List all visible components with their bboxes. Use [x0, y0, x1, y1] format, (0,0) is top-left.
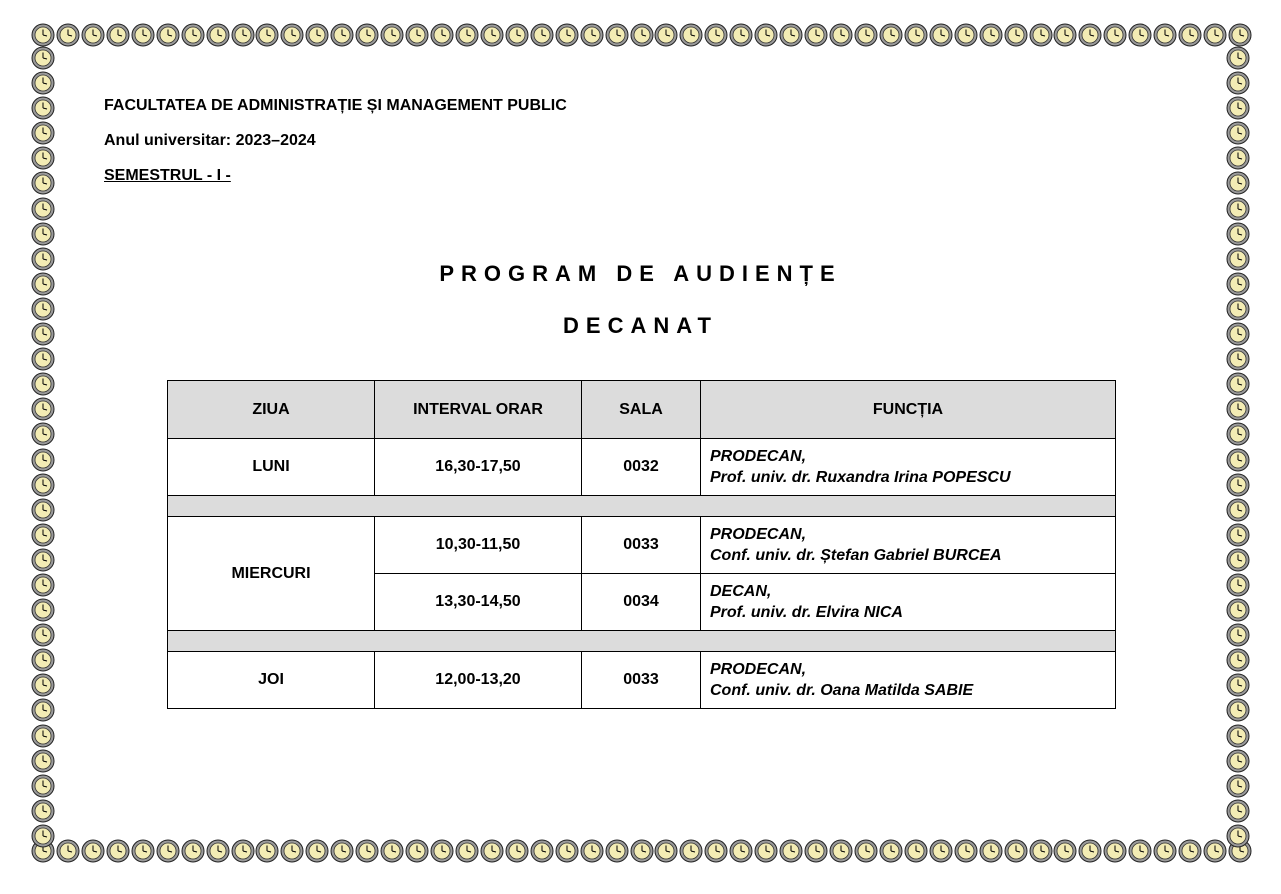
function-cell	[701, 517, 1116, 574]
interval-cell: 13,30-14,50	[375, 574, 582, 631]
clock-icon	[555, 839, 579, 863]
clock-icon	[1226, 121, 1250, 145]
clock-icon	[131, 839, 155, 863]
clock-icon	[1226, 523, 1250, 547]
clock-icon	[1226, 222, 1250, 246]
clock-icon	[280, 839, 304, 863]
clock-icon	[31, 523, 55, 547]
clock-icon	[31, 548, 55, 572]
academic-year: Anul universitar: 2023–2024	[104, 132, 316, 149]
day-cell: MIERCURI	[168, 517, 375, 631]
clock-icon	[1053, 839, 1077, 863]
clock-icon	[829, 23, 853, 47]
clock-icon	[31, 673, 55, 697]
clock-icon	[1103, 23, 1127, 47]
clock-icon	[1226, 197, 1250, 221]
clock-icon	[31, 698, 55, 722]
clock-icon	[1153, 23, 1177, 47]
clock-icon	[31, 724, 55, 748]
clock-icon	[1053, 23, 1077, 47]
clock-icon	[31, 749, 55, 773]
clock-icon	[804, 839, 828, 863]
separator-row	[168, 631, 1116, 652]
clock-border-left	[31, 46, 55, 848]
room-cell: 0033	[582, 517, 701, 574]
clock-icon	[754, 839, 778, 863]
clock-icon	[106, 23, 130, 47]
clock-icon	[1078, 23, 1102, 47]
role-text: PRODECAN,	[710, 526, 807, 543]
clock-icon	[31, 473, 55, 497]
clock-icon	[56, 839, 80, 863]
clock-icon	[405, 839, 429, 863]
clock-icon	[729, 839, 753, 863]
clock-icon	[1228, 23, 1252, 47]
clock-icon	[330, 23, 354, 47]
clock-icon	[505, 839, 529, 863]
clock-icon	[1029, 23, 1053, 47]
clock-icon	[804, 23, 828, 47]
clock-icon	[305, 23, 329, 47]
interval-cell: 10,30-11,50	[375, 517, 582, 574]
person-text: Conf. univ. dr. Oana Matilda SABIE	[710, 682, 974, 699]
clock-icon	[704, 839, 728, 863]
separator-row	[168, 496, 1116, 517]
clock-icon	[904, 23, 928, 47]
clock-icon	[81, 23, 105, 47]
clock-icon	[1226, 648, 1250, 672]
clock-icon	[580, 23, 604, 47]
separator-cell	[168, 631, 1116, 652]
clock-icon	[106, 839, 130, 863]
clock-icon	[455, 839, 479, 863]
clock-icon	[754, 23, 778, 47]
function-cell	[701, 439, 1116, 496]
role-text: PRODECAN,	[710, 661, 807, 678]
clock-icon	[31, 347, 55, 371]
clock-icon	[1226, 724, 1250, 748]
separator-cell	[168, 496, 1116, 517]
clock-icon	[255, 23, 279, 47]
clock-icon	[854, 23, 878, 47]
clock-icon	[31, 498, 55, 522]
clock-icon	[31, 96, 55, 120]
clock-icon	[1226, 46, 1250, 70]
clock-icon	[630, 23, 654, 47]
clock-icon	[1029, 839, 1053, 863]
clock-icon	[580, 839, 604, 863]
clock-icon	[954, 23, 978, 47]
clock-icon	[31, 171, 55, 195]
clock-icon	[704, 23, 728, 47]
table-row	[168, 439, 1116, 496]
person-text: Prof. univ. dr. Elvira NICA	[710, 604, 903, 621]
clock-icon	[605, 839, 629, 863]
clock-icon	[555, 23, 579, 47]
clock-icon	[380, 23, 404, 47]
clock-icon	[31, 824, 55, 848]
table-row	[168, 652, 1116, 709]
room-cell: 0032	[582, 439, 701, 496]
clock-icon	[929, 839, 953, 863]
clock-icon	[31, 422, 55, 446]
clock-icon	[380, 839, 404, 863]
clock-icon	[654, 839, 678, 863]
clock-icon	[405, 23, 429, 47]
table-row	[168, 517, 1116, 574]
clock-icon	[1226, 824, 1250, 848]
clock-icon	[31, 46, 55, 70]
clock-border-bottom	[31, 839, 1252, 863]
semester-label: SEMESTRUL - I -	[104, 167, 231, 184]
clock-icon	[1203, 23, 1227, 47]
clock-icon	[31, 146, 55, 170]
clock-icon	[181, 839, 205, 863]
clock-icon	[206, 839, 230, 863]
clock-icon	[156, 23, 180, 47]
clock-icon	[31, 573, 55, 597]
clock-icon	[206, 23, 230, 47]
clock-icon	[1226, 749, 1250, 773]
clock-icon	[779, 23, 803, 47]
interval-cell: 16,30-17,50	[375, 439, 582, 496]
clock-icon	[31, 372, 55, 396]
clock-icon	[480, 839, 504, 863]
clock-icon	[729, 23, 753, 47]
clock-icon	[1078, 839, 1102, 863]
person-text: Prof. univ. dr. Ruxandra Irina POPESCU	[710, 469, 1011, 486]
clock-icon	[305, 839, 329, 863]
clock-icon	[31, 774, 55, 798]
clock-icon	[355, 839, 379, 863]
clock-icon	[430, 23, 454, 47]
clock-icon	[1226, 448, 1250, 472]
clock-icon	[31, 197, 55, 221]
clock-icon	[31, 71, 55, 95]
clock-icon	[879, 23, 903, 47]
clock-icon	[1178, 23, 1202, 47]
clock-icon	[480, 23, 504, 47]
clock-icon	[1226, 347, 1250, 371]
col-header-room: SALA	[582, 381, 701, 439]
clock-icon	[1226, 673, 1250, 697]
clock-icon	[654, 23, 678, 47]
clock-icon	[1226, 422, 1250, 446]
clock-icon	[1226, 397, 1250, 421]
clock-icon	[929, 23, 953, 47]
clock-icon	[31, 648, 55, 672]
clock-icon	[1226, 473, 1250, 497]
clock-icon	[131, 23, 155, 47]
clock-icon	[1178, 839, 1202, 863]
clock-icon	[829, 839, 853, 863]
clock-icon	[979, 23, 1003, 47]
clock-icon	[280, 23, 304, 47]
clock-icon	[1226, 598, 1250, 622]
clock-icon	[31, 121, 55, 145]
clock-icon	[330, 839, 354, 863]
clock-icon	[31, 598, 55, 622]
clock-icon	[1153, 839, 1177, 863]
clock-border-right	[1226, 46, 1250, 848]
clock-icon	[1226, 71, 1250, 95]
clock-icon	[455, 23, 479, 47]
function-cell	[701, 652, 1116, 709]
clock-icon	[1226, 96, 1250, 120]
page-title: PROGRAM DE AUDIENȚE	[439, 261, 842, 286]
clock-icon	[1226, 548, 1250, 572]
clock-icon	[31, 397, 55, 421]
person-text: Conf. univ. dr. Ștefan Gabriel BURCEA	[710, 547, 1002, 564]
clock-icon	[630, 839, 654, 863]
clock-icon	[255, 839, 279, 863]
clock-icon	[530, 23, 554, 47]
clock-icon	[355, 23, 379, 47]
clock-icon	[31, 799, 55, 823]
clock-icon	[879, 839, 903, 863]
clock-icon	[1226, 698, 1250, 722]
clock-icon	[1226, 774, 1250, 798]
clock-icon	[1128, 839, 1152, 863]
page-subtitle: DECANAT	[563, 313, 718, 338]
clock-icon	[1226, 146, 1250, 170]
role-text: PRODECAN,	[710, 448, 807, 465]
col-header-interval: INTERVAL ORAR	[375, 381, 582, 439]
clock-icon	[1226, 498, 1250, 522]
clock-icon	[31, 23, 55, 47]
clock-icon	[1226, 623, 1250, 647]
interval-cell: 12,00-13,20	[375, 652, 582, 709]
clock-icon	[1226, 171, 1250, 195]
day-cell: JOI	[168, 652, 375, 709]
clock-icon	[605, 23, 629, 47]
function-cell	[701, 574, 1116, 631]
clock-icon	[1004, 23, 1028, 47]
clock-icon	[1103, 839, 1127, 863]
clock-icon	[854, 839, 878, 863]
clock-icon	[1128, 23, 1152, 47]
room-cell: 0033	[582, 652, 701, 709]
clock-icon	[679, 23, 703, 47]
clock-icon	[1226, 573, 1250, 597]
table-header-row	[168, 381, 1116, 439]
clock-icon	[430, 839, 454, 863]
clock-icon	[505, 23, 529, 47]
clock-border-top	[31, 23, 1252, 47]
col-header-day: ZIUA	[168, 381, 375, 439]
clock-icon	[1226, 799, 1250, 823]
clock-icon	[31, 623, 55, 647]
clock-icon	[1004, 839, 1028, 863]
clock-icon	[1226, 372, 1250, 396]
clock-icon	[81, 839, 105, 863]
clock-icon	[904, 839, 928, 863]
clock-icon	[954, 839, 978, 863]
clock-icon	[231, 23, 255, 47]
clock-icon	[56, 23, 80, 47]
faculty-name: FACULTATEA DE ADMINISTRAȚIE ȘI MANAGEMENT PUBLIC	[104, 97, 567, 114]
clock-icon	[231, 839, 255, 863]
schedule-table	[167, 380, 1116, 709]
col-header-function: FUNCȚIA	[701, 381, 1116, 439]
clock-icon	[979, 839, 1003, 863]
clock-icon	[31, 222, 55, 246]
clock-icon	[679, 839, 703, 863]
clock-icon	[181, 23, 205, 47]
role-text: DECAN,	[710, 583, 772, 600]
room-cell: 0034	[582, 574, 701, 631]
clock-icon	[31, 448, 55, 472]
clock-icon	[156, 839, 180, 863]
clock-icon	[530, 839, 554, 863]
clock-icon	[779, 839, 803, 863]
clock-icon	[1203, 839, 1227, 863]
day-cell: LUNI	[168, 439, 375, 496]
